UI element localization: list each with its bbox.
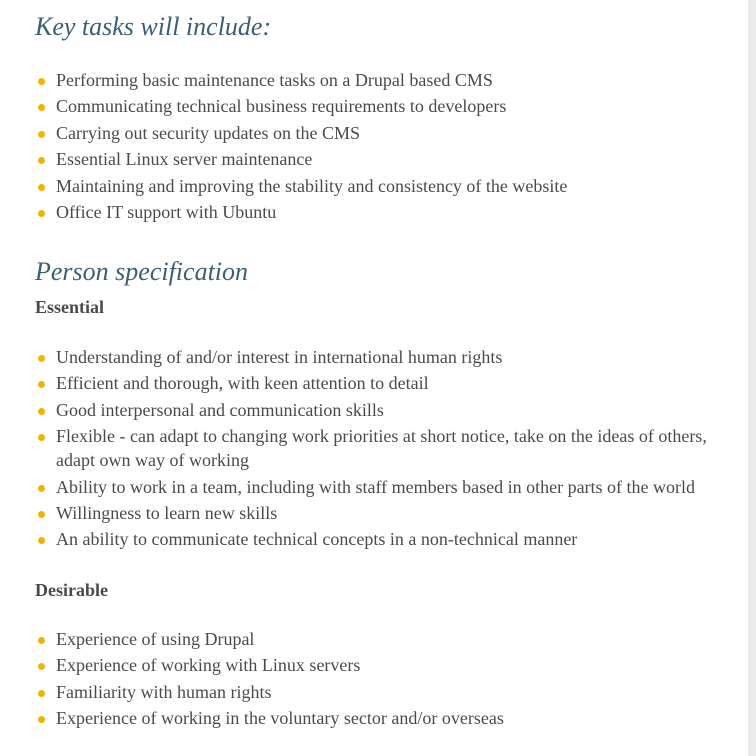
- bullet-icon: [38, 434, 45, 441]
- bullet-icon: [38, 381, 45, 388]
- list-item: [35, 68, 735, 92]
- list-item-text: Familiarity with human rights: [56, 681, 272, 702]
- list-item-text: Experience of working in the voluntary sector and/or overseas: [56, 708, 504, 729]
- list-item-text: Understanding of and/or interest in international human rights: [56, 347, 503, 367]
- list-item-text: Office IT support with Ubuntu: [56, 201, 277, 222]
- bullet-icon: [38, 78, 45, 85]
- list-item-text: An ability to communicate technical concepts in a non-technical manner: [56, 529, 578, 550]
- bullet-icon: [38, 537, 45, 544]
- desirable-list: [35, 627, 735, 733]
- list-item: [35, 94, 735, 118]
- bullet-icon: [38, 157, 45, 164]
- list-item-text: Carrying out security updates on the CMS: [56, 122, 360, 143]
- bullet-icon: [38, 355, 45, 362]
- key-tasks-heading: Key tasks will include:: [35, 12, 272, 41]
- bullet-icon: [38, 663, 45, 670]
- list-item-text: Communicating technical business requirements to developers: [56, 96, 507, 117]
- person-spec-heading: Person specification: [35, 257, 249, 286]
- list-item: [35, 653, 735, 677]
- list-item-text: Ability to work in a team, including with staff members based in other parts of the world: [56, 476, 696, 497]
- list-item: [35, 475, 735, 499]
- list-item: [35, 174, 735, 198]
- bullet-icon: [38, 637, 45, 644]
- list-item-text: Good interpersonal and communication skills: [56, 399, 384, 420]
- bullet-icon: [38, 184, 45, 191]
- list-item-text: Maintaining and improving the stability and consistency of the website: [56, 175, 568, 196]
- list-item-text: Experience of working with Linux servers: [56, 655, 361, 676]
- essential-list: [35, 345, 735, 554]
- list-item-text: Performing basic maintenance tasks on a Drupal based CMS: [56, 70, 493, 90]
- list-item: [35, 398, 735, 422]
- key-tasks-list: [35, 68, 735, 226]
- list-item: [35, 371, 735, 395]
- list-item-text: Experience of using Drupal: [56, 629, 255, 649]
- list-item: [35, 527, 735, 551]
- list-item-text: Flexible - can adapt to changing work priorities at short notice, take on the ideas of others, adapt own way of working: [56, 426, 707, 471]
- list-item: [35, 680, 735, 704]
- list-item: [35, 200, 735, 224]
- bullet-icon: [38, 104, 45, 111]
- bullet-icon: [38, 210, 45, 217]
- essential-heading: Essential: [35, 297, 105, 317]
- list-item: [35, 121, 735, 145]
- list-item-text: Efficient and thorough, with keen attention to detail: [56, 373, 429, 394]
- list-item: [35, 501, 735, 525]
- list-item-text: Essential Linux server maintenance: [56, 149, 313, 170]
- bullet-icon: [38, 408, 45, 415]
- bullet-icon: [38, 690, 45, 697]
- bullet-icon: [38, 131, 45, 138]
- bullet-icon: [38, 511, 45, 518]
- list-item: [35, 627, 735, 651]
- bullet-icon: [38, 485, 45, 492]
- list-item: [35, 345, 735, 369]
- list-item: [35, 147, 735, 171]
- list-item: [35, 424, 735, 472]
- list-item: [35, 706, 735, 730]
- list-item-text: Willingness to learn new skills: [56, 502, 278, 523]
- bullet-icon: [38, 716, 45, 723]
- desirable-heading: Desirable: [35, 580, 108, 600]
